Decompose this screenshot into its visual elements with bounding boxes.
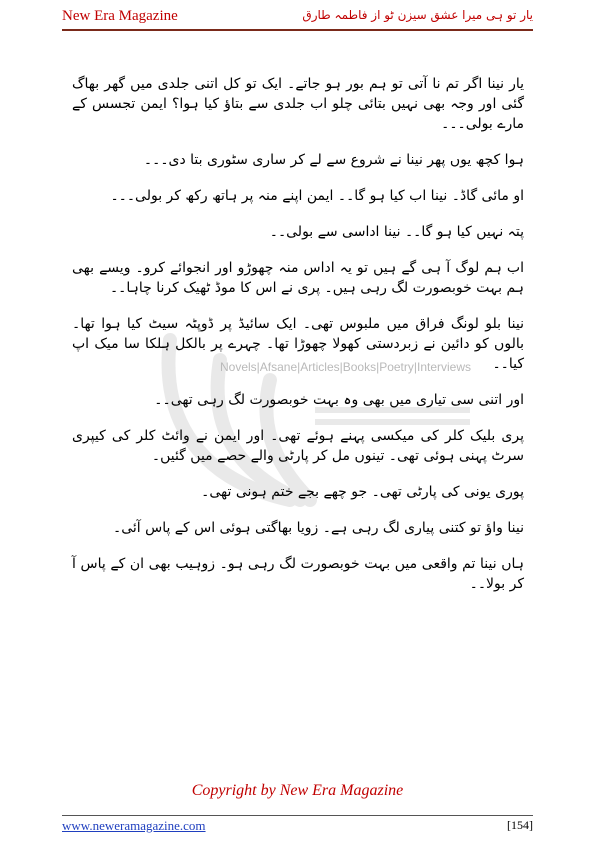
paragraph: یار نینا اگر تم نا آتی تو ہم بور ہو جاتے۔ ایک تو کل اتنی جلدی میں گھر بھاگ گئی اور وجہ بھی نہیں بتائی چلو اب جلدی سے بتاؤ کیا ہوا؟ ایمن تجسس کے مارے بولی۔۔۔ bbox=[72, 76, 524, 132]
paragraph: ہاں نینا تم واقعی میں بہت خوبصورت لگ رہی ہو۔ زوہیب بھی ان کے پاس آ کر بولا۔۔ bbox=[72, 556, 524, 592]
magazine-title: New Era Magazine bbox=[62, 8, 178, 24]
copyright-notice: Copyright by New Era Magazine bbox=[191, 782, 404, 799]
paragraph: نینا واؤ تو کتنی پیاری لگ رہی ہے۔ زویا بھاگتی ہوئی اس کے پاس آئی۔ bbox=[113, 520, 524, 536]
paragraph: اب ہم لوگ آ ہی گے ہیں تو یہ اداس منہ چھوڑو اور انجوائے کرو۔ ویسے بھی ہم بہت خوبصورت لگ رہی ہیں۔ پری نے اس کا موڈ ٹھیک کرنا چاہا۔۔ bbox=[72, 260, 524, 296]
paragraph: اور اتنی سی تیاری میں بھی وہ بہت خوبصورت لگ رہی تھی۔۔ bbox=[154, 392, 524, 408]
story-title: یار تو ہی میرا عشق سیزن ٹو از فاطمہ طارق bbox=[302, 8, 533, 22]
header-divider bbox=[62, 29, 533, 31]
paragraph: پوری یونی کی پارٹی تھی۔ جو چھے بجے ختم ہونی تھی۔ bbox=[201, 484, 524, 500]
paragraph: پتہ نہیں کیا ہو گا۔۔ نینا اداسی سے بولی۔۔ bbox=[269, 224, 524, 240]
page-header bbox=[62, 6, 533, 28]
paragraph: ہوا کچھ یوں پھر نینا نے شروع سے لے کر ساری سٹوری بتا دی۔۔۔ bbox=[143, 152, 524, 168]
page-number: [154] bbox=[507, 818, 533, 832]
website-link[interactable]: www.neweramagazine.com bbox=[62, 818, 206, 833]
footer-divider bbox=[62, 815, 533, 816]
watermark-text: Novels|Afsane|Articles|Books|Poetry|Interviews bbox=[220, 360, 472, 374]
story-body bbox=[72, 74, 524, 594]
paragraph: او مائی گاڈ۔ نینا اب کیا ہو گا۔۔ ایمن اپنے منہ پر ہاتھ رکھ کر بولی۔۔۔ bbox=[110, 188, 524, 204]
paragraph: نینا بلو لونگ فراق میں ملبوس تھی۔ ایک سائیڈ پر ڈوپٹہ سیٹ کیا ہوا تھا۔ بالوں کو دائین نے زبردستی کھولا چھوڑا تھا۔ چہرے پر بالکل ہلکا سا میک اپ کیا۔۔ bbox=[72, 316, 524, 372]
paragraph: پری بلیک کلر کی میکسی پہنے ہوئے تھی۔ اور ایمن نے وائٹ کلر کی کیپری سرٹ پہنی ہوئی تھی۔ تینوں مل کر پارٹی والے حصے میں گئیں۔ bbox=[72, 428, 524, 464]
